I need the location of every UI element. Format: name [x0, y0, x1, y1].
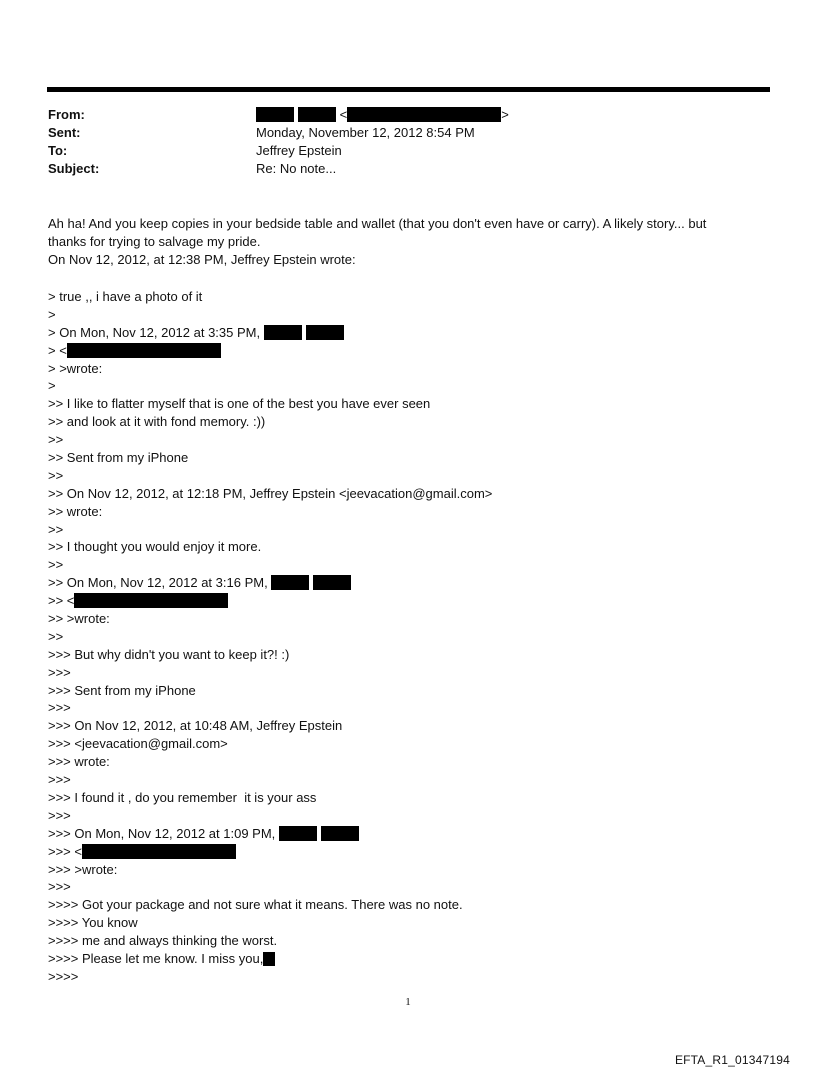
- quoted-line: [48, 878, 768, 896]
- header-rule: [47, 87, 770, 92]
- quoted-line: [48, 288, 768, 306]
- redaction-block: [306, 325, 344, 340]
- quoted-line-text: > true ,, i have a photo of it: [48, 289, 203, 304]
- from-label: From:: [48, 107, 85, 122]
- quoted-line-text: >>>: [48, 664, 71, 680]
- from-gt: >: [501, 107, 509, 122]
- from-value: [256, 106, 509, 124]
- quoted-line-text: >> On Nov 12, 2012, at 12:18 PM, Jeffrey Epstein <jeevacation@gmail.com>: [48, 485, 493, 501]
- quoted-line-text: >>>: [48, 772, 71, 788]
- quoted-line-text: >> I like to flatter myself that is one of the best you have ever seen: [48, 396, 431, 412]
- quoted-line-text: >>>> Please let me know. I miss you,: [48, 950, 264, 966]
- quoted-line-text: >: [48, 306, 56, 322]
- quoted-line: [48, 431, 768, 449]
- redaction-block: [74, 593, 228, 608]
- to-value: Jeffrey Epstein: [256, 143, 342, 158]
- redaction-block: [264, 325, 302, 340]
- subject-value: Re: No note...: [256, 161, 337, 176]
- quoted-line-text: >>: [48, 467, 64, 483]
- reply-body: [48, 215, 748, 269]
- quoted-line: [48, 807, 768, 825]
- subject-label: Subject:: [48, 161, 100, 176]
- quoted-line: [48, 503, 768, 521]
- quoted-line: [48, 861, 768, 879]
- reply-paragraph: Ah ha! And you keep copies in your bedside table and wallet (that you don't even have or carry). A likely story... but thanks for trying to salvage my pride.: [48, 216, 707, 249]
- quoted-line-text: >> >wrote:: [48, 611, 110, 627]
- quoted-line-text: >>> But why didn't you want to keep it?! :): [48, 646, 290, 662]
- redaction-block: [271, 575, 309, 590]
- quoted-line: [48, 449, 768, 467]
- quoted-thread: [48, 288, 768, 986]
- quoted-line: [48, 914, 768, 932]
- quoted-line-text: >>>> me and always thinking the worst.: [48, 933, 278, 949]
- quoted-line-text: >>>: [48, 700, 71, 716]
- quoted-line: [48, 682, 768, 700]
- redaction-block: [321, 826, 359, 841]
- quoted-line-text: >>> I found it , do you remember it is your ass: [48, 789, 317, 805]
- quoted-line: [48, 699, 768, 717]
- quoted-line: [48, 521, 768, 539]
- quoted-line: [48, 538, 768, 556]
- quoted-line: [48, 646, 768, 664]
- quoted-line-text: >>> On Mon, Nov 12, 2012 at 1:09 PM,: [48, 825, 276, 841]
- quoted-line-text: >>> On Nov 12, 2012, at 10:48 AM, Jeffrey Epstein: [48, 718, 343, 734]
- quoted-line: [48, 843, 768, 861]
- quoted-line: [48, 825, 768, 843]
- quoted-line-text: >>>: [48, 879, 71, 895]
- quoted-line-text: >> On Mon, Nov 12, 2012 at 3:16 PM,: [48, 575, 268, 591]
- quoted-line-text: >> and look at it with fond memory. :)): [48, 414, 266, 430]
- quoted-line: [48, 968, 768, 986]
- quoted-line-text: >>>: [48, 807, 71, 823]
- page-number: 1: [405, 996, 411, 1008]
- redaction-block: [67, 343, 221, 358]
- quoted-line: [48, 664, 768, 682]
- from-lt: <: [339, 107, 348, 122]
- quoted-line-text: >>: [48, 557, 64, 573]
- quoted-line: [48, 485, 768, 503]
- sent-label: Sent:: [48, 125, 81, 140]
- to-label: To:: [48, 143, 68, 158]
- quoted-line: [48, 753, 768, 771]
- redaction-block: [256, 107, 294, 122]
- reply-attribution: On Nov 12, 2012, at 12:38 PM, Jeffrey Epstein wrote:: [48, 252, 356, 267]
- quoted-line: [48, 395, 768, 413]
- quoted-line: [48, 610, 768, 628]
- quoted-line: [48, 789, 768, 807]
- quoted-line: [48, 306, 768, 324]
- sent-value: Monday, November 12, 2012 8:54 PM: [256, 125, 475, 140]
- quoted-line: [48, 592, 768, 610]
- quoted-line: [48, 628, 768, 646]
- quoted-line-text: >> Sent from my iPhone: [48, 450, 189, 466]
- quoted-line: [48, 556, 768, 574]
- quoted-line-text: >>>> You know: [48, 915, 138, 931]
- quoted-line-text: >> I thought you would enjoy it more.: [48, 539, 262, 555]
- quoted-line: [48, 413, 768, 431]
- quoted-line: [48, 771, 768, 789]
- quoted-line-text: >>> <: [48, 843, 82, 859]
- redaction-block: [347, 107, 501, 122]
- redaction-block: [82, 844, 236, 859]
- redaction-block: [279, 826, 317, 841]
- quoted-line: [48, 932, 768, 950]
- quoted-line-text: >> wrote:: [48, 503, 103, 519]
- quoted-line-text: >>> Sent from my iPhone: [48, 682, 196, 698]
- redaction-block: [298, 107, 336, 122]
- quoted-line-text: > On Mon, Nov 12, 2012 at 3:35 PM,: [48, 324, 261, 340]
- quoted-line-text: >>> wrote:: [48, 754, 110, 770]
- quoted-line: [48, 574, 768, 592]
- quoted-line-text: >> <: [48, 593, 75, 609]
- quoted-line: [48, 950, 768, 968]
- redaction-block: [263, 952, 275, 966]
- quoted-line-text: >>: [48, 432, 64, 448]
- quoted-line: [48, 324, 768, 342]
- quoted-line-text: >>>> Got your package and not sure what it means. There was no note.: [48, 897, 463, 913]
- quoted-line-text: > >wrote:: [48, 360, 103, 376]
- redaction-block: [313, 575, 351, 590]
- quoted-line: [48, 735, 768, 753]
- quoted-line-text: >>>>: [48, 968, 79, 984]
- quoted-line: [48, 896, 768, 914]
- quoted-line: [48, 467, 768, 485]
- quoted-line: [48, 717, 768, 735]
- quoted-line-text: >>: [48, 521, 64, 537]
- quoted-line: [48, 377, 768, 395]
- quoted-line-text: >>: [48, 628, 64, 644]
- quoted-line: [48, 360, 768, 378]
- quoted-line-text: > <: [48, 342, 67, 358]
- quoted-line-text: >>> <jeevacation@gmail.com>: [48, 736, 228, 752]
- quoted-line-text: >: [48, 378, 56, 394]
- bates-number: EFTA_R1_01347194: [674, 1053, 790, 1067]
- quoted-line: [48, 342, 768, 360]
- quoted-line-text: >>> >wrote:: [48, 861, 118, 877]
